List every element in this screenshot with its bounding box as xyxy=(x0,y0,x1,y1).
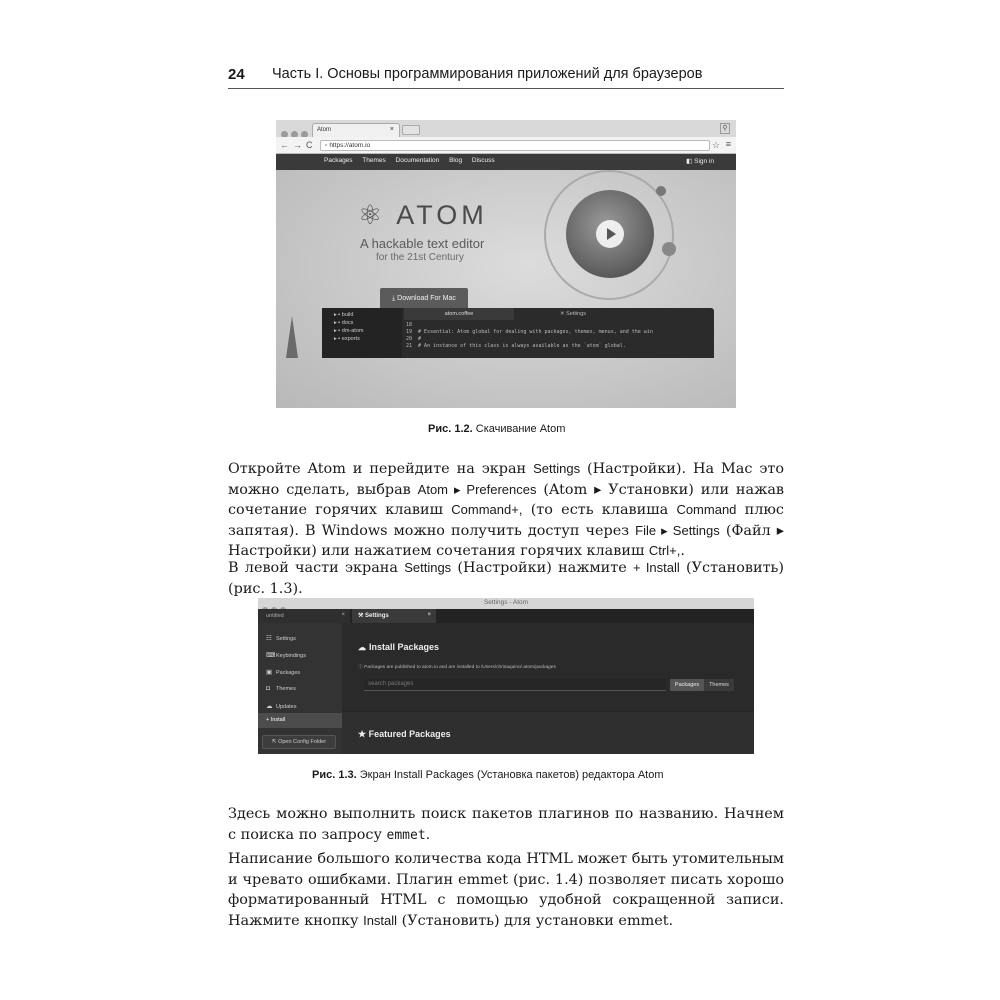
sidebar-item-themes: ◘ Themes xyxy=(266,685,296,692)
nav-buttons-icon: ←→C xyxy=(280,140,317,150)
url-text: https://atom.io xyxy=(329,142,371,149)
tagline: A hackable text editor xyxy=(360,236,485,251)
play-icon xyxy=(596,220,624,248)
logo-text: ATOM xyxy=(396,200,488,230)
editor-preview xyxy=(322,308,714,358)
close-tab-icon: × xyxy=(389,126,394,133)
settings-icon: ✕ xyxy=(559,311,567,317)
featured-packages-title: ★ Featured Packages xyxy=(358,729,451,739)
cloud-download-icon: ☁ xyxy=(358,643,366,652)
code-lines xyxy=(406,322,653,350)
lock-icon: ▫ xyxy=(325,142,328,149)
caption-label: Рис. 1.3. xyxy=(312,769,357,781)
paragraph: В левой части экрана Settings (Настройки) нажмите + Install (Установить) (рис. 1.3). xyxy=(228,560,784,597)
tab-untitled: untitled × xyxy=(258,609,350,623)
tree-item: ▸ ▪ docs xyxy=(334,320,354,326)
tree-item: ▸ ▪ dm-atom xyxy=(334,328,364,334)
running-header xyxy=(228,66,784,86)
figure-caption-1-3 xyxy=(312,769,664,781)
page-number: 24 xyxy=(228,66,245,83)
download-button xyxy=(380,288,468,310)
user-icon: ⚲ xyxy=(720,123,730,134)
nav-link-themes: Themes xyxy=(362,157,386,164)
open-config-folder-button: ⇱ Open Config Folder xyxy=(262,735,336,749)
star-icon: ★ xyxy=(358,729,369,739)
sidebar-item-settings: ☷ Settings xyxy=(266,635,296,642)
paragraph: Здесь можно выполнить поиск пакетов плагинов по названию. Начнем с поиска по запросу emmet. xyxy=(228,806,784,843)
figure-atom-download-screenshot xyxy=(276,120,736,408)
window-titlebar xyxy=(258,598,754,609)
tab-title: Atom xyxy=(317,127,332,133)
window-title: Settings - Atom xyxy=(483,599,529,606)
figure-caption-1-2 xyxy=(428,423,565,435)
caption-text: Скачивание Atom xyxy=(472,423,566,435)
chapter-title: Часть I. Основы программирования приложений для браузеров xyxy=(272,66,703,82)
close-tab-icon: × xyxy=(341,612,345,618)
paragraph: Откройте Atom и перейдите на экран Settings (Настройки). На Mac это можно сделать, выбрав Atom ▸ Preferences (Atom ▸ Установки) или нажав сочетание горячих клавиш Command+, (то есть клавиша Command плюс запятая). В Windows можно получить доступ через File ▸ Settings (Файл ▸ Настройки) или нажатием сочетания горячих клавиш Ctrl+,. xyxy=(228,461,785,559)
packages-toggle-button: Packages xyxy=(670,679,704,691)
file-tree xyxy=(322,308,402,358)
install-packages-panel xyxy=(342,623,754,754)
tree-item: ▸ ▪ exports xyxy=(334,336,360,342)
settings-icon: ⚒ xyxy=(358,613,366,619)
rocket-icon xyxy=(286,316,298,358)
browser-toolbar xyxy=(276,137,736,154)
code-line: 21 # An instance of this class is always available as the `atom` global. xyxy=(406,343,626,349)
sign-in-link xyxy=(686,157,714,165)
keyboard-icon: ⌨ xyxy=(266,652,276,659)
tree-item: ▸ ▪ build xyxy=(334,312,354,318)
tab-settings: ⚒ Settings × xyxy=(352,609,436,623)
download-label: Download For Mac xyxy=(397,295,456,302)
caption-text: Экран Install Packages (Установка пакетов) редактора Atom xyxy=(356,769,664,781)
paragraph: Написание большого количества кода HTML может быть утомительным и чревато ошибками. Плагин emmet (рис. 1.4) позволяет писать хорошо форматированный HTML с помощью удобной сокращенной записи. Нажмите кнопку Install (Установить) для установки emmet. xyxy=(228,851,784,929)
bookmark-star-icon: ☆ xyxy=(711,140,720,150)
caption-label: Рис. 1.2. xyxy=(428,423,473,435)
sign-in-label: Sign in xyxy=(694,158,714,165)
browser-tab xyxy=(312,123,400,137)
nav-link-discuss: Discuss xyxy=(471,157,495,164)
editor-tab-file: atom.coffee xyxy=(404,308,514,320)
address-bar xyxy=(320,140,710,151)
code-line: 20 # xyxy=(406,336,422,342)
tagline-secondary: for the 21st Century xyxy=(376,252,464,263)
header-rule xyxy=(228,88,784,89)
sliders-icon: ☷ xyxy=(266,635,272,642)
orbit-dot xyxy=(656,186,666,196)
paintcan-icon: ◘ xyxy=(266,685,270,692)
code-line: 18 xyxy=(406,322,413,328)
atom-symbol-icon: ⚛ xyxy=(358,200,387,230)
sidebar-item-install: + Install xyxy=(258,713,342,728)
nav-link-blog: Blog xyxy=(449,157,463,164)
orbit-dot-large xyxy=(662,242,676,256)
sidebar-item-keybindings: ⌨Keybindings xyxy=(266,652,306,659)
menu-icon: ≡ xyxy=(725,139,731,149)
install-packages-title: ☁ Install Packages xyxy=(358,642,440,652)
search-packages-input: search packages xyxy=(364,679,666,691)
editor-tabs xyxy=(258,609,754,623)
settings-sidebar xyxy=(258,623,342,754)
figure-atom-settings-screenshot xyxy=(258,598,754,754)
code-line: 19 # Essential: Atom global for dealing with packages, themes, menus, and the win xyxy=(406,329,653,335)
package-icon: ▣ xyxy=(266,669,273,676)
sidebar-item-updates: ☁ Updates xyxy=(266,703,297,710)
close-tab-icon: × xyxy=(427,612,431,618)
install-info-text: ⓘ Packages are published to atom.io and are installed to /Users/chrisaquino/.atom/packages xyxy=(358,665,556,670)
themes-toggle-button: Themes xyxy=(704,679,734,691)
atom-logo xyxy=(358,200,488,231)
cloud-icon: ☁ xyxy=(266,703,273,710)
nav-link-documentation: Documentation xyxy=(395,157,440,164)
site-navigation xyxy=(276,154,736,170)
nav-link-packages: Packages xyxy=(324,157,353,164)
sidebar-item-packages: ▣ Packages xyxy=(266,669,301,676)
browser-tabbar xyxy=(276,120,736,137)
github-icon: ◧ xyxy=(686,158,695,165)
external-link-icon: ⇱ xyxy=(271,739,279,745)
editor-tab-settings: ✕ Settings xyxy=(559,311,586,317)
question-icon: ⓘ xyxy=(358,665,365,670)
new-tab-icon xyxy=(402,125,420,135)
download-icon: ⤓ xyxy=(392,295,398,302)
